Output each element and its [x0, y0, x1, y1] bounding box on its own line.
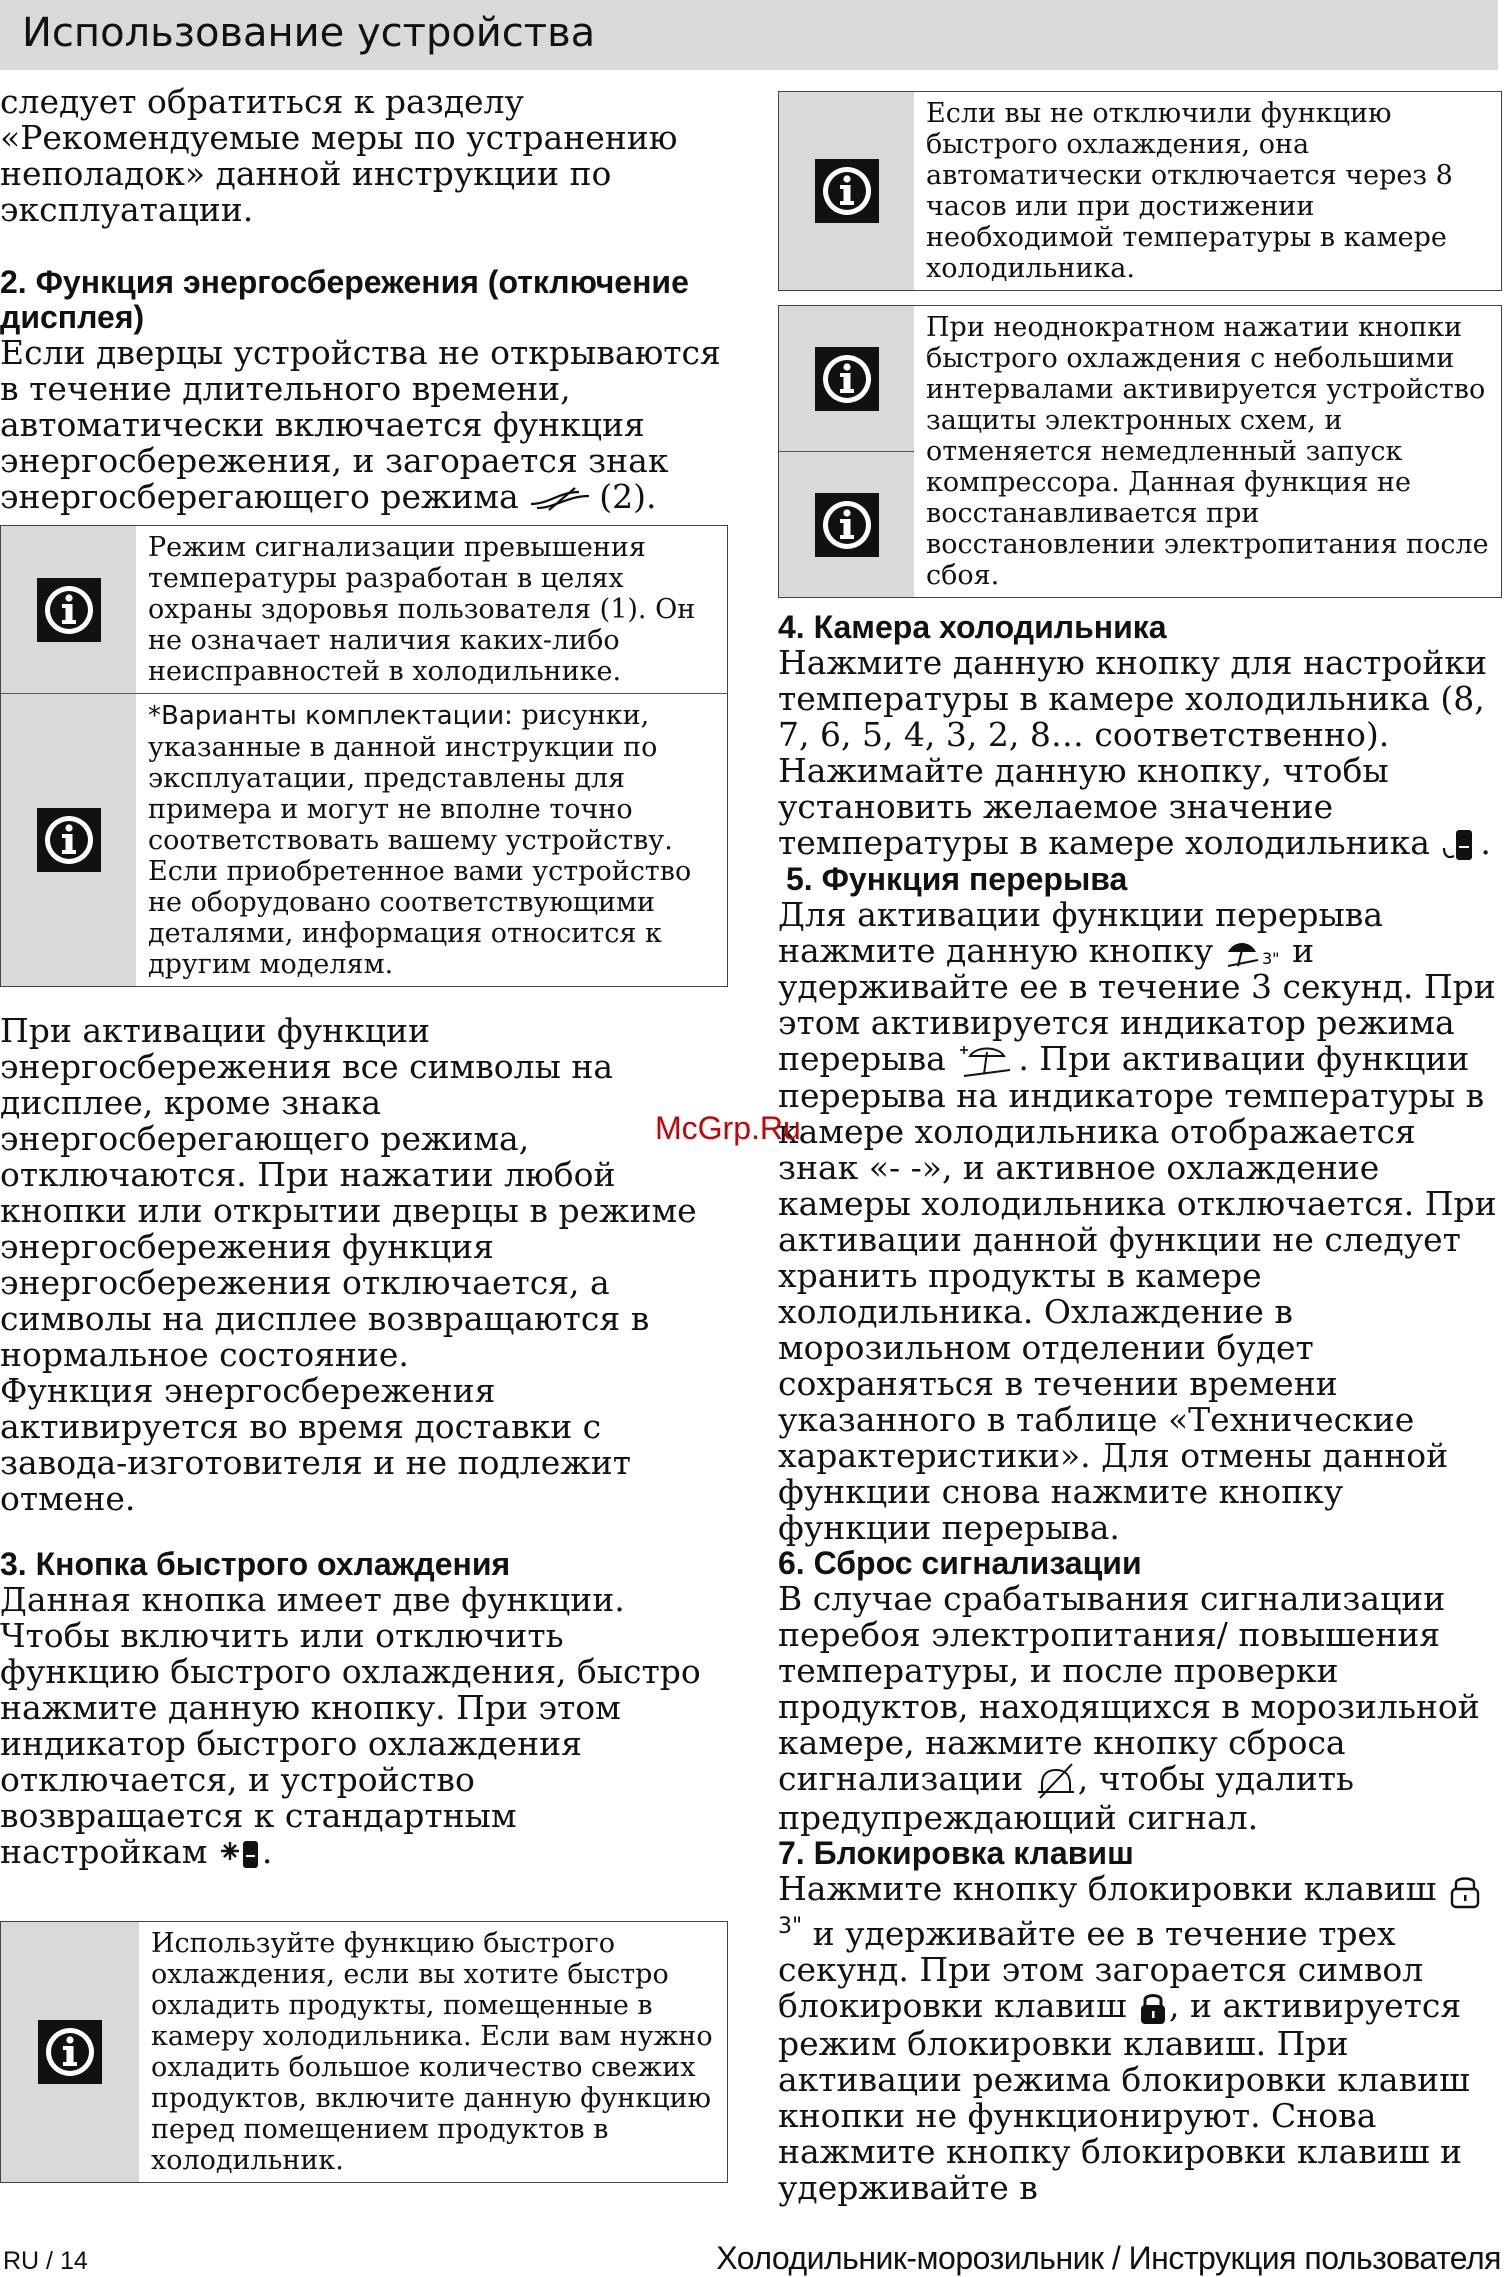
- paragraph-alarm-reset: В случае срабатывания сигнализации перебоя электропитания/ повышения температуры, и после проверки продуктов, находящихся в морозильной камере, нажмите кнопку сброса сигнализации , чтобы удалить предупреждающий сигнал.: [778, 1579, 1480, 1837]
- paragraph-holiday: Для активации функции перерыва нажмите данную кнопку 3" и удерживайте ее в течение 3 секунд. При этом активируется индикатор режима перерыва . При активации функции перерыва на индикаторе температуры в камере холодильника отображается знак «- -», и активное охлаждение камеры холодильника отключается. При активации данной функции не следует хранить продукты в камере холодильника. Охлаждение в морозильном отделении будет сохраняться в течении времени указанного в таблице «Технические характеристики». Для отмены данной функции снова нажмите кнопку функции перерыва.: [778, 895, 1497, 1547]
- heading-key-lock: 7. Блокировка клавиш: [778, 1835, 1134, 1871]
- holiday-indicator-icon: [956, 1044, 1018, 1078]
- alarm-off-icon: [1034, 1762, 1078, 1800]
- key-lock-button-icon: [1447, 1873, 1483, 1909]
- info-icon: [815, 347, 879, 411]
- heading-holiday: 5. Функция перерыва: [786, 861, 1128, 897]
- page-title: Использование устройства: [22, 10, 596, 56]
- info-text-fast-cool-usage: Используйте функцию быстрого охлаждения, если вы хотите быстро охладить продукты, помещенные в камеру холодильника. Если вам нужно охладить большое количество свежих продуктов, включите данную функцию перед помещением продуктов в холодильник.: [151, 1928, 713, 2176]
- info-icon: [38, 2020, 102, 2084]
- paragraph-energy-saving: Если дверцы устройства не открываются в течение длительного времени, автоматически включается функция энергосбережения, и загорается знак энергосберегающего режима (2).: [0, 333, 721, 516]
- heading-fast-cool: 3. Кнопка быстрого охлаждения: [0, 1546, 511, 1582]
- heading-fridge-compartment: 4. Камера холодильника: [778, 609, 1167, 645]
- info-text-options: *Варианты комплектации: рисунки, указанные в данной инструкции по эксплуатации, представлены для примера и могут не вполне точно соответствовать вашему устройству. Если приобретенное вами устройство не оборудовано соответствующими деталями, информация относится к другим моделям.: [148, 700, 692, 980]
- info-icon: [815, 159, 879, 223]
- info-box-fast-cool-auto-off: [778, 91, 1502, 291]
- paragraph-key-lock: Нажмите кнопку блокировки клавиш $^{3"}$ и удерживайте ее в течение трех секунд. При этом загорается символ блокировки клавиш , и активируется режим блокировки клавиш. При активации режима блокировки клавиш кнопки не функционируют. Снова нажмите кнопку блокировки клавиш и удерживайте в: [778, 1871, 1502, 2206]
- key-lock-indicator-icon: [1137, 1990, 1169, 2026]
- paragraph-energy-saving-factory: Функция энергосбережения активируется во время доставки с завода-изготовителя и не подлежит отмене.: [0, 1371, 631, 1518]
- watermark: McGrp.Ru: [655, 1110, 801, 1146]
- info-text-fast-cool-auto-off: Если вы не отключили функцию быстрого охлаждения, она автоматически отключается через 8 часов или при достижении необходимой температуры в камере холодильника.: [926, 98, 1453, 284]
- right-column: [778, 91, 1502, 2206]
- info-icon: [815, 493, 879, 557]
- paragraph-intro: следует обратиться к разделу «Рекомендуемые меры по устранению неполадок» данной инструкции по эксплуатации.: [0, 82, 678, 229]
- paragraph-fridge-compartment: Нажмите данную кнопку для настройки температуры в камере холодильника (8, 7, 6, 5, 4, 3, 2, 8… соответственно). Нажимайте данную кнопку, чтобы установить желаемое значение температуры в камере холодильника .: [778, 643, 1491, 862]
- info-text-protection: При неоднократном нажатии кнопки быстрого охлаждения с небольшими интервалами активируется устройство защиты электронных схем, и отменяется немедленный запуск компрессора. Данная функция не восстанавливается при восстановлении электропитания после сбоя.: [926, 312, 1489, 591]
- info-box-alarm-and-options: [0, 525, 728, 987]
- key-lock-seconds: 3": [778, 1914, 803, 1939]
- energy-saving-icon: [529, 486, 599, 512]
- heading-alarm-reset: 6. Сброс сигнализации: [778, 1545, 1142, 1581]
- paragraph-energy-saving-details: При активации функции энергосбережения все символы на дисплее, кроме знака энергосберегающего режима, отключаются. При нажатии любой кнопки или открытии дверцы в режиме энергосбережения функция энергосбережения отключается, а символы на дисплее возвращаются в нормальное состояние.: [0, 1011, 697, 1374]
- info-text-alarm: Режим сигнализации превышения температуры разработан в целях охраны здоровья пользователя (1). Он не означает наличия каких-либо неисправностей в холодильнике.: [148, 532, 696, 687]
- footer-page-number: RU / 14: [3, 2247, 88, 2275]
- heading-energy-saving: 2. Функция энергосбережения (отключение дисплея): [0, 264, 689, 335]
- info-icon: [37, 578, 101, 642]
- left-column: [0, 84, 728, 2183]
- paragraph-fast-cool: Данная кнопка имеет две функции. Чтобы включить или отключить функцию быстрого охлаждения, быстро нажмите данную кнопку. При этом индикатор быстрого охлаждения отключается, и устройство возвращается к стандартным настройкам .: [0, 1580, 701, 1871]
- info-box-fast-cool-usage: [0, 1921, 728, 2183]
- holiday-button-icon: [1224, 938, 1282, 968]
- info-icon: [37, 808, 101, 872]
- footer-document-title: Холодильник-морозильник / Инструкция пользователя: [716, 2240, 1501, 2276]
- svg-text:3": 3": [1261, 949, 1280, 968]
- page-header: [0, 0, 1498, 70]
- fridge-temperature-icon: [1440, 828, 1480, 862]
- fast-cool-icon: [218, 1837, 262, 1871]
- info-box-protection: [778, 305, 1502, 598]
